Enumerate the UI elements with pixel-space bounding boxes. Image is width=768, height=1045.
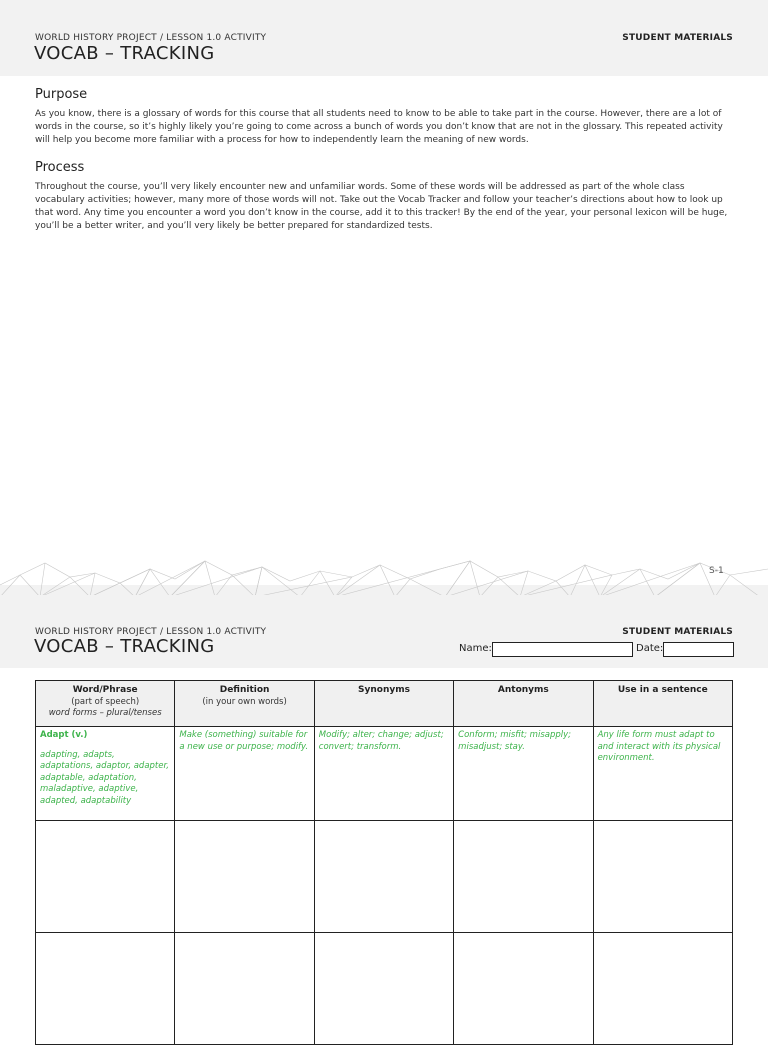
blank-antonyms-cell[interactable]	[454, 821, 593, 933]
example-synonyms[interactable]: Modify; alter; change; adjust; convert; transform.	[314, 727, 453, 821]
purpose-heading: Purpose	[35, 87, 88, 102]
example-definition[interactable]: Make (something) suitable for a new use or purpose; modify.	[175, 727, 314, 821]
page2-materials-badge: STUDENT MATERIALS	[622, 627, 733, 637]
example-word: Adapt (v.)	[40, 730, 88, 740]
example-forms: adapting, adapts, adaptations, adaptor, adapter, adaptable, adaptation, maladaptive, adaptive, adapted, adaptability	[40, 749, 169, 806]
date-label: Date:	[636, 643, 664, 654]
blank-sentence-cell[interactable]	[593, 821, 732, 933]
process-text: Throughout the course, you’ll very likely encounter new and unfamiliar words. Some of these words will be addressed as part of the whole class vocabulary activities; however, many more of those words will not. Take out the Vocab Tracker and follow your teacher’s directions about how to look up that word. Any time you encounter a word you don’t know in the course, add it to this tracker! By the end of the year, your personal lexicon will be huge, you’ll be a better writer, and you’ll very likely be better prepared for standardized tests.	[35, 182, 728, 231]
page1-title: VOCAB – TRACKING	[34, 43, 215, 64]
table-header-row	[36, 681, 733, 727]
header-synonyms	[314, 681, 453, 727]
header-antonyms-title: Antonyms	[497, 685, 549, 695]
table-row	[36, 821, 733, 933]
header-antonyms	[454, 681, 593, 727]
example-sentence[interactable]: Any life form must adapt to and interact with its physical environment.	[593, 727, 732, 821]
example-word-cell[interactable]	[36, 727, 175, 821]
date-field[interactable]	[663, 642, 734, 657]
table-row	[36, 933, 733, 1045]
blank-sentence-cell[interactable]	[593, 933, 732, 1045]
example-antonyms[interactable]: Conform; misfit; misapply; misadjust; stay.	[454, 727, 593, 821]
blank-word-cell[interactable]	[36, 933, 175, 1045]
blank-word-cell[interactable]	[36, 821, 175, 933]
table-row	[36, 727, 733, 821]
header-definition-sub: (in your own words)	[202, 696, 287, 707]
low-poly-decoration	[0, 555, 768, 597]
header-sentence-title: Use in a sentence	[617, 685, 708, 695]
header-word	[36, 681, 175, 727]
header-definition	[175, 681, 314, 727]
page1-series-label: WORLD HISTORY PROJECT / LESSON 1.0 ACTIVITY	[35, 33, 267, 43]
blank-synonyms-cell[interactable]	[314, 821, 453, 933]
purpose-text: As you know, there is a glossary of words for this course that all students need to know to be able to take part in the course. However, there are a lot of words in the course, so it’s highly likely you’re going to come across a bunch of words you don’t know that are not in the glossary. This repeated activity will help you become more familiar with a process for how to independently learn the meaning of new words.	[35, 109, 723, 145]
page2-series-label: WORLD HISTORY PROJECT / LESSON 1.0 ACTIVITY	[35, 627, 267, 637]
page1-materials-badge: STUDENT MATERIALS	[622, 33, 733, 43]
header-definition-title: Definition	[219, 685, 270, 695]
header-sentence	[593, 681, 732, 727]
vocab-tracker-table	[35, 680, 733, 1045]
blank-definition-cell[interactable]	[175, 821, 314, 933]
name-field[interactable]	[492, 642, 633, 657]
page2-title: VOCAB – TRACKING	[34, 636, 215, 657]
page-number: S-1	[709, 566, 724, 576]
name-label: Name:	[459, 643, 492, 654]
header-word-title: Word/Phrase	[72, 685, 138, 695]
header-synonyms-title: Synonyms	[358, 685, 410, 695]
process-heading: Process	[35, 160, 85, 175]
header-word-sub: (part of speech)	[71, 696, 140, 707]
header-word-forms: word forms – plural/tenses	[48, 708, 162, 718]
blank-definition-cell[interactable]	[175, 933, 314, 1045]
blank-antonyms-cell[interactable]	[454, 933, 593, 1045]
blank-synonyms-cell[interactable]	[314, 933, 453, 1045]
